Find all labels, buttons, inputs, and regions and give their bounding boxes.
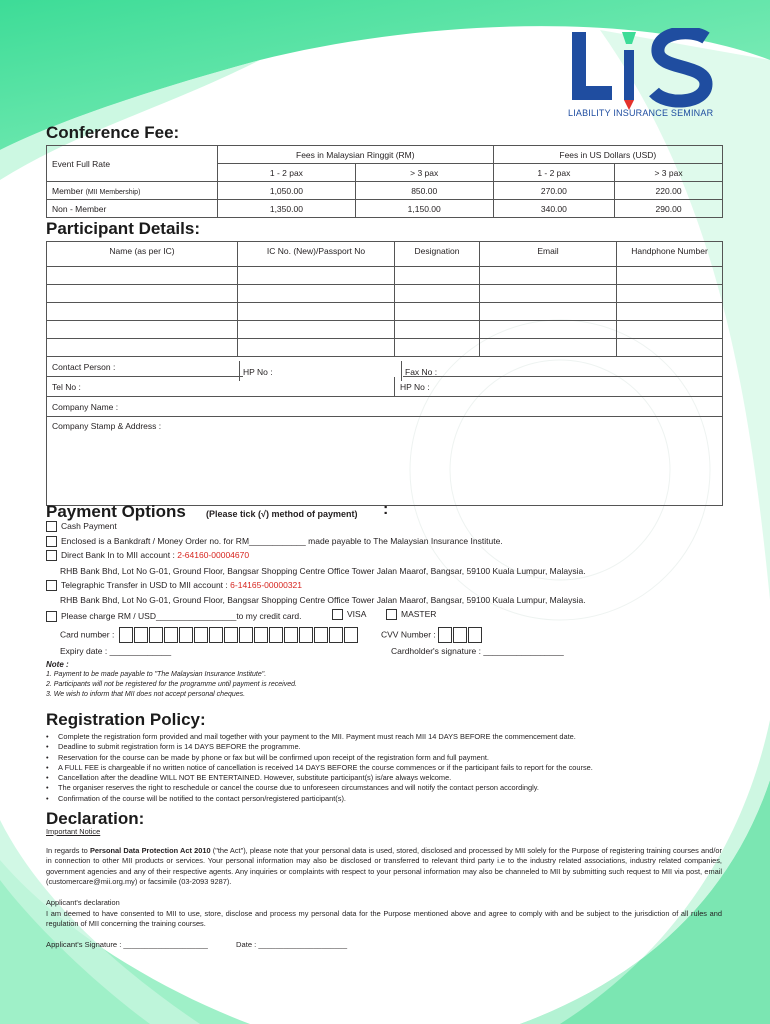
lis-logo xyxy=(566,28,726,120)
digit-box[interactable] xyxy=(239,627,253,643)
policy-item: • The organiser reserves the right to reschedule or cancel the course due to unforeseen circumstances and will notify the contact person accordingly. xyxy=(46,783,593,793)
hp-fax-cell xyxy=(395,377,723,397)
participant-name-input[interactable] xyxy=(47,339,238,357)
member-myr-1-2: 1,050.00 xyxy=(218,182,356,200)
bank-address-2: RHB Bank Bhd, Lot No G-01, Ground Floor, Bangsar Shopping Centre Office Tower Jalan Maarof, Bangsar, 59100 Kuala Lumpur, Malaysia. xyxy=(60,595,586,605)
policy-item: • Cancellation after the deadline WILL NOT BE ENTERTAINED. However, substitute participant(s) is/are always welcome. xyxy=(46,773,593,783)
cvv-row xyxy=(381,627,483,643)
participant-ic-input[interactable] xyxy=(238,267,395,285)
member-myr-3: 850.00 xyxy=(355,182,493,200)
bankdraft-amount-blank[interactable]: ____________ xyxy=(249,536,306,546)
participant-row xyxy=(47,303,723,321)
fee-table xyxy=(46,145,723,218)
note-item: 1. Payment to be made payable to "The Malaysian Insurance Institute". xyxy=(46,671,267,678)
notes-title: Note : xyxy=(46,660,69,669)
policy-item: • A FULL FEE is chargeable if no written notice of cancellation is received 14 DAYS BEFORE the course commences or if the participant fails to report for the course. xyxy=(46,763,593,773)
participant-name-input[interactable] xyxy=(47,267,238,285)
participant-designation-input[interactable] xyxy=(395,285,480,303)
participant-ic-input[interactable] xyxy=(238,285,395,303)
contact-person-field[interactable]: Contact Person : xyxy=(47,357,723,377)
pdpa-body: ("the Act"), please note that your personal data is used, stored, disclosed and processed by MII solely for the Purpose of registering training courses and/or in connection to other MII products or services. Your personal information may also be disclosed or transferred to relevant third party i.e to the industry related associations, industry related companies, government agencies and any of their respective agents. Any inquiries or complaints with respect to your personal information may also be channeled to MII by submitting such request to MII via post, email (customercare@mii.org.my) or facsimile (03-2093 9287). xyxy=(46,846,722,886)
option-bankdraft[interactable] xyxy=(46,536,503,547)
nonmember-label: Non - Member xyxy=(47,200,218,218)
fax-label: Fax No : xyxy=(405,367,438,377)
payment-options-title: Payment Options xyxy=(46,502,186,521)
nonmember-usd-3: 290.00 xyxy=(615,200,723,218)
digit-box[interactable] xyxy=(329,627,343,643)
col-designation: Designation xyxy=(395,242,480,267)
digit-box[interactable] xyxy=(164,627,178,643)
conference-fee-title: Conference Fee: xyxy=(46,123,180,142)
bankdraft-label-a: Enclosed is a Bankdraft / Money Order no. for RM xyxy=(61,536,250,546)
participant-designation-input[interactable] xyxy=(395,267,480,285)
nonmember-usd-1-2: 340.00 xyxy=(493,200,614,218)
digit-box[interactable] xyxy=(254,627,268,643)
cvv-box[interactable] xyxy=(438,627,452,643)
tel-field[interactable]: Tel No : xyxy=(47,377,395,397)
master-label: MASTER xyxy=(401,609,437,619)
digit-box[interactable] xyxy=(269,627,283,643)
cardholder-signature-field[interactable]: Cardholder's signature : _________________ xyxy=(391,646,564,656)
policy-item: • Complete the registration form provided and mail together with your payment to the MII. Payment must reach MII 14 DAYS BEFORE the commencement date. xyxy=(46,732,593,742)
participant-email-input[interactable] xyxy=(480,267,617,285)
participant-phone-input[interactable] xyxy=(617,285,723,303)
usd-header: Fees in US Dollars (USD) xyxy=(493,146,722,164)
hp-label: HP No : xyxy=(243,367,403,377)
participant-designation-input[interactable] xyxy=(395,339,480,357)
digit-box[interactable] xyxy=(134,627,148,643)
applicant-declaration-title: Applicant's declaration xyxy=(46,898,120,907)
myr-header: Fees in Malaysian Ringgit (RM) xyxy=(218,146,494,164)
telegraphic-label: Telegraphic Transfer in USD to MII account : xyxy=(61,580,228,590)
option-telegraphic[interactable] xyxy=(46,580,302,591)
master-option[interactable] xyxy=(386,609,436,620)
digit-box[interactable] xyxy=(284,627,298,643)
payment-subtitle: (Please tick (√) method of payment) xyxy=(206,509,358,519)
visa-option[interactable] xyxy=(332,609,366,620)
divider xyxy=(239,361,240,381)
pdpa-intro: In regards to xyxy=(46,846,88,855)
nonmember-row xyxy=(47,200,723,218)
card-number-boxes[interactable] xyxy=(119,627,359,643)
cash-checkbox[interactable] xyxy=(46,521,57,532)
applicant-signature-field[interactable]: Applicant's Signature : ____________________ xyxy=(46,940,208,949)
col-handphone: Handphone Number xyxy=(617,242,723,267)
logo-tagline: LIABILITY INSURANCE SEMINAR xyxy=(568,108,714,118)
date-field[interactable]: Date : _____________________ xyxy=(236,940,348,949)
event-full-rate-label: Event Full Rate xyxy=(47,146,218,182)
participant-ic-input[interactable] xyxy=(238,303,395,321)
hp-field[interactable]: HP No : xyxy=(400,381,430,392)
digit-box[interactable] xyxy=(194,627,208,643)
bank-address-1: RHB Bank Bhd, Lot No G-01, Ground Floor, Bangsar Shopping Centre Office Tower Jalan Maarof, Bangsar, 59100 Kuala Lumpur, Malaysia. xyxy=(60,566,586,576)
participant-details-title: Participant Details: xyxy=(46,219,200,238)
direct-bank-checkbox[interactable] xyxy=(46,550,57,561)
col-name: Name (as per IC) xyxy=(47,242,238,267)
participant-designation-input[interactable] xyxy=(395,321,480,339)
participant-phone-input[interactable] xyxy=(617,303,723,321)
policy-list xyxy=(46,732,593,804)
participant-phone-input[interactable] xyxy=(617,339,723,357)
participant-row xyxy=(47,267,723,285)
applicant-declaration-text: I am deemed to have consented to MII to use, store, disclose and process my personal data for the Purpose mentioned above and agree to comply with and be subject to the jurisdiction of all rules and regulation of MII concerning the training courses. xyxy=(46,909,722,929)
telegraphic-checkbox[interactable] xyxy=(46,580,57,591)
card-number-row xyxy=(60,627,359,643)
declaration-title: Declaration: xyxy=(46,809,145,828)
myr-col-1-2: 1 - 2 pax xyxy=(218,164,356,182)
payment-colon: : xyxy=(383,501,389,518)
pdpa-act: Personal Data Protection Act 2010 xyxy=(89,846,211,855)
digit-box[interactable] xyxy=(224,627,238,643)
visa-label: VISA xyxy=(347,609,367,619)
participant-row xyxy=(47,321,723,339)
member-row xyxy=(47,182,723,200)
nonmember-myr-3: 1,150.00 xyxy=(355,200,493,218)
note-item: 3. We wish to inform that MII does not accept personal cheques. xyxy=(46,691,246,698)
myr-col-3: > 3 pax xyxy=(355,164,493,182)
important-notice: Important Notice xyxy=(46,827,101,836)
participant-phone-input[interactable] xyxy=(617,267,723,285)
note-item: 2. Participants will not be registered for the programme until payment is received. xyxy=(46,681,297,688)
registration-policy-title: Registration Policy: xyxy=(46,710,206,729)
participant-ic-input[interactable] xyxy=(238,321,395,339)
digit-box[interactable] xyxy=(299,627,313,643)
bankdraft-checkbox[interactable] xyxy=(46,536,57,547)
company-name-field[interactable]: Company Name : xyxy=(47,397,723,417)
digit-box[interactable] xyxy=(314,627,328,643)
credit-card-label: Please charge RM / USD_________________to my credit card. xyxy=(61,611,302,621)
member-usd-1-2: 270.00 xyxy=(493,182,614,200)
digit-box[interactable] xyxy=(149,627,163,643)
member-label-cell xyxy=(47,182,218,200)
digit-box[interactable] xyxy=(119,627,133,643)
card-number-label: Card number : xyxy=(60,629,115,640)
usd-col-3: > 3 pax xyxy=(615,164,723,182)
member-usd-3: 220.00 xyxy=(615,182,723,200)
option-cash[interactable] xyxy=(46,521,117,532)
company-stamp-field[interactable]: Company Stamp & Address : xyxy=(47,417,723,506)
master-checkbox[interactable] xyxy=(386,609,397,620)
nonmember-myr-1-2: 1,350.00 xyxy=(218,200,356,218)
direct-bank-label: Direct Bank In to MII account : xyxy=(61,550,175,560)
participant-email-input[interactable] xyxy=(480,321,617,339)
participant-email-input[interactable] xyxy=(480,285,617,303)
member-note: (MII Membership) xyxy=(85,188,141,196)
option-credit-card[interactable] xyxy=(46,611,302,622)
declaration-paragraph xyxy=(46,846,722,887)
digit-box[interactable] xyxy=(179,627,193,643)
cvv-box[interactable] xyxy=(468,627,482,643)
participant-name-input[interactable] xyxy=(47,303,238,321)
col-email: Email xyxy=(480,242,617,267)
option-direct-bank[interactable] xyxy=(46,550,249,561)
visa-checkbox[interactable] xyxy=(332,609,343,620)
cvv-label: CVV Number : xyxy=(381,629,436,640)
participant-name-input[interactable] xyxy=(47,321,238,339)
participant-row xyxy=(47,285,723,303)
bankdraft-label-b: made payable to The Malaysian Insurance Institute. xyxy=(308,536,503,546)
policy-item: • Deadline to submit registration form is 14 DAYS BEFORE the programme. xyxy=(46,742,593,752)
notes-block xyxy=(46,660,297,700)
participant-row xyxy=(47,339,723,357)
participant-ic-input[interactable] xyxy=(238,339,395,357)
participant-email-input[interactable] xyxy=(480,339,617,357)
participant-email-input[interactable] xyxy=(480,303,617,321)
direct-bank-account: 2-64160-00004670 xyxy=(177,550,250,560)
participant-name-input[interactable] xyxy=(47,285,238,303)
member-label: Member xyxy=(52,185,84,196)
participant-designation-input[interactable] xyxy=(395,303,480,321)
col-ic: IC No. (New)/Passport No xyxy=(238,242,395,267)
participant-phone-input[interactable] xyxy=(617,321,723,339)
expiry-date-field[interactable]: Expiry date : _____________ xyxy=(60,646,172,656)
divider xyxy=(401,361,402,381)
usd-col-1-2: 1 - 2 pax xyxy=(493,164,614,182)
credit-card-checkbox[interactable] xyxy=(46,611,57,622)
telegraphic-account: 6-14165-00000321 xyxy=(230,580,302,590)
policy-item: • Reservation for the course can be made by phone or fax but will be confirmed upon receipt of the registration form and full payment. xyxy=(46,753,593,763)
digit-box[interactable] xyxy=(344,627,358,643)
policy-item: • Confirmation of the course will be notified to the contact person/registered participant(s). xyxy=(46,794,593,804)
cash-label: Cash Payment xyxy=(61,521,117,531)
digit-box[interactable] xyxy=(209,627,223,643)
cvv-box[interactable] xyxy=(453,627,467,643)
